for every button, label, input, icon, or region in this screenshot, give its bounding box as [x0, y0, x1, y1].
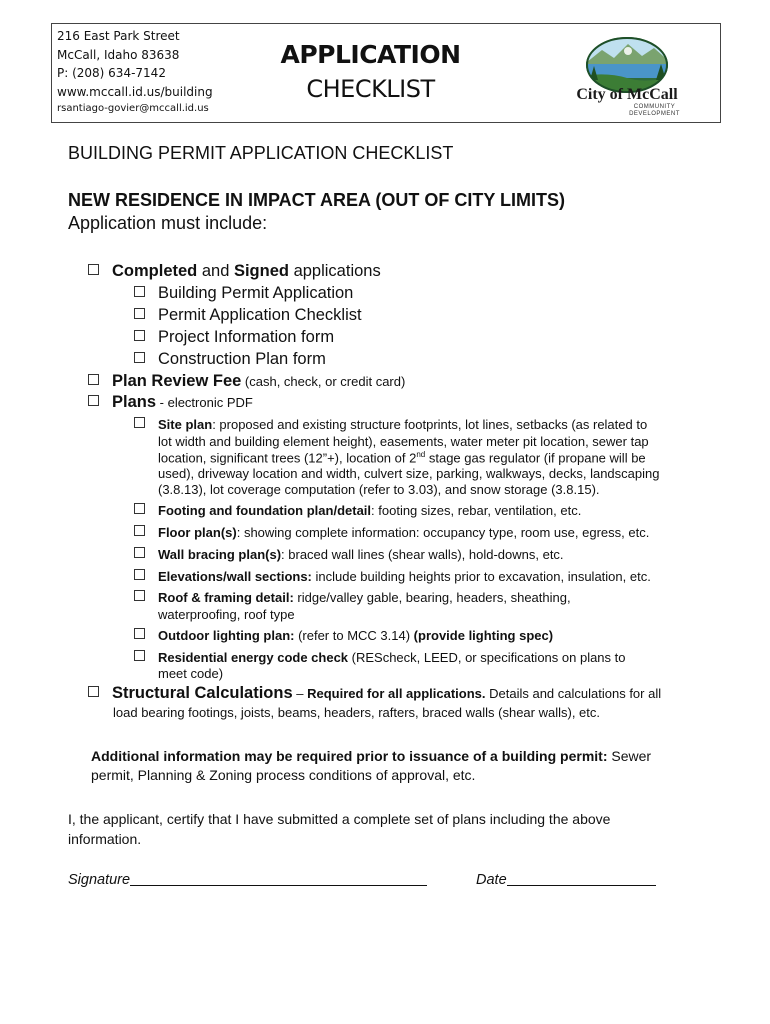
title-line1: APPLICATION [280, 40, 461, 69]
signature-field[interactable] [68, 872, 427, 888]
additional-info-line2: permit, Planning & Zoning process conditions of approval, etc. [91, 767, 476, 783]
signature-line[interactable] [130, 885, 427, 886]
address-line2: McCall, Idaho 83638 [57, 47, 180, 62]
energy-line2: meet code) [158, 666, 224, 681]
date-line[interactable] [507, 885, 656, 886]
site-plan-line3: location, significant trees (12”+), location of 2nd stage gas regulator (if propane will be [158, 450, 646, 466]
checkbox[interactable] [88, 686, 99, 697]
site-plan-line4: used), driveway location and width, culvert size, parking, walkways, decks, landscaping [158, 466, 660, 481]
certify-line2: information. [68, 831, 142, 847]
page-subheading: NEW RESIDENCE IN IMPACT AREA (OUT OF CITY LIMITS) [68, 190, 565, 210]
checkbox[interactable] [134, 417, 145, 428]
checkbox[interactable] [88, 264, 99, 275]
checklist-subitem-wall: Wall bracing plan(s): braced wall lines (shear walls), hold-downs, etc. [134, 547, 564, 562]
checklist-subitem-lighting: Outdoor lighting plan: (refer to MCC 3.14) (provide lighting spec) [134, 628, 553, 643]
contact-info [57, 27, 213, 117]
checkbox[interactable] [134, 352, 145, 363]
checkbox[interactable] [134, 330, 145, 341]
checkbox[interactable] [134, 525, 145, 536]
title-line2: CHECKLIST [306, 75, 435, 103]
website-link[interactable]: www.mccall.id.us/building [57, 84, 213, 99]
certify-line1: I, the applicant, certify that I have submitted a complete set of plans including the above [68, 811, 611, 827]
intro-text: Application must include: [68, 213, 268, 233]
site-plan-line2: lot width and building element height), easements, water meter pit location, sewer tap [158, 434, 649, 449]
phone: P: (208) 634-7142 [57, 66, 166, 80]
checklist-subitem-site-plan: Site plan: proposed and existing structure footprints, lot lines, setbacks (as related to [134, 417, 647, 432]
logo-name: City of McCall [576, 86, 678, 103]
checklist-subitem: Building Permit Application [134, 284, 353, 303]
checkbox[interactable] [88, 395, 99, 406]
email-link[interactable]: rsantiago-govier@mccall.id.us [57, 103, 209, 114]
logo-sub2: DEVELOPMENT [629, 111, 680, 117]
checklist-subitem-floor: Floor plan(s): showing complete information: occupancy type, room use, egress, etc. [134, 525, 649, 540]
checklist-item-plans: Plans - electronic PDF [88, 393, 253, 412]
date-label: Date [476, 872, 507, 888]
checkbox[interactable] [134, 650, 145, 661]
address-line1: 216 East Park Street [57, 29, 180, 43]
city-logo [562, 36, 692, 120]
checkbox[interactable] [134, 590, 145, 601]
header-box [51, 23, 721, 123]
checkbox[interactable] [134, 286, 145, 297]
checklist-subitem: Construction Plan form [134, 350, 326, 369]
checklist-item-fee: Plan Review Fee (cash, check, or credit card) [88, 372, 405, 391]
checklist-subitem: Permit Application Checklist [134, 306, 362, 325]
checkbox[interactable] [134, 628, 145, 639]
checklist-subitem-roof: Roof & framing detail: ridge/valley gable, bearing, headers, sheathing, [134, 590, 571, 605]
roof-line2: waterproofing, roof type [158, 607, 295, 622]
site-plan-line5: (3.8.13), lot coverage computation (refer to 3.03), and snow storage (3.8.15). [158, 482, 600, 497]
checkbox[interactable] [134, 547, 145, 558]
checklist-item-structural: Structural Calculations – Required for all applications. Details and calculations for all [88, 684, 661, 703]
additional-info: Additional information may be required prior to issuance of a building permit: Sewer [91, 748, 652, 764]
checklist-subitem: Project Information form [134, 328, 334, 347]
logo-sub1: COMMUNITY [633, 104, 676, 110]
structural-line2: load bearing footings, joists, beams, headers, rafters, braced walls (shear walls), etc. [113, 705, 601, 720]
checklist-item-applications: Completed and Signed applications [88, 262, 381, 281]
checklist-subitem-footing: Footing and foundation plan/detail: footing sizes, rebar, ventilation, etc. [134, 503, 581, 518]
checkbox[interactable] [134, 308, 145, 319]
checkbox[interactable] [88, 374, 99, 385]
date-field[interactable] [476, 872, 656, 888]
signature-label: Signature [68, 872, 131, 888]
checkbox[interactable] [134, 569, 145, 580]
checkbox[interactable] [134, 503, 145, 514]
checklist-subitem-elevations: Elevations/wall sections: include building heights prior to excavation, insulation, etc. [134, 569, 651, 584]
page-heading: BUILDING PERMIT APPLICATION CHECKLIST [68, 143, 454, 163]
doc-title [278, 38, 463, 106]
checklist-subitem-energy: Residential energy code check (REScheck, LEED, or specifications on plans to [134, 650, 626, 665]
